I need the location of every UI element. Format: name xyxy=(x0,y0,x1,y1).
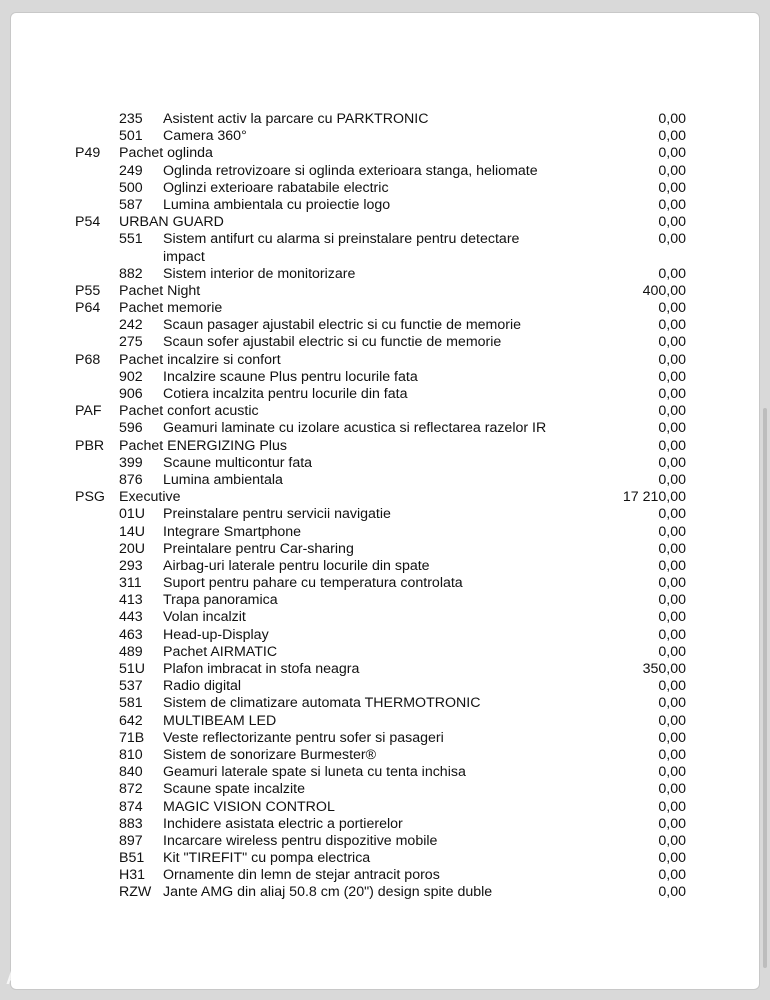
option-desc: Pachet memorie xyxy=(119,300,223,317)
option-row xyxy=(11,850,761,867)
option-row xyxy=(11,833,761,850)
option-price: 0,00 xyxy=(658,523,686,540)
option-row xyxy=(11,524,761,541)
option-code: 906 xyxy=(119,386,143,403)
option-desc: Sistem interior de monitorizare xyxy=(163,265,356,282)
option-row xyxy=(11,799,761,816)
option-price: 0,00 xyxy=(658,712,686,729)
option-desc: Volan incalzit xyxy=(163,609,246,626)
option-price: 0,00 xyxy=(658,437,686,454)
option-code: 902 xyxy=(119,368,143,385)
option-desc: Scaune spate incalzite xyxy=(163,781,305,798)
option-row xyxy=(11,558,761,575)
option-desc: Pachet AIRMATIC xyxy=(163,643,278,660)
option-row xyxy=(11,678,761,695)
option-code: 810 xyxy=(119,746,143,763)
equipment-list xyxy=(11,111,761,902)
option-code: 51U xyxy=(119,661,146,678)
option-price: 0,00 xyxy=(658,128,686,145)
option-code: 642 xyxy=(119,712,143,729)
option-code: 876 xyxy=(119,471,143,488)
option-price: 0,00 xyxy=(658,420,686,437)
package-row xyxy=(11,403,761,420)
option-desc: Oglinda retrovizoare si oglinda exterioara stanga, heliomate xyxy=(163,162,538,179)
option-code: PSG xyxy=(75,489,105,506)
option-desc: Airbag-uri laterale pentru locurile din spate xyxy=(163,557,430,574)
option-price: 0,00 xyxy=(658,471,686,488)
option-desc: Sistem de climatizare automata THERMOTRONIC xyxy=(163,695,481,712)
option-code: 501 xyxy=(119,128,143,145)
option-code: 249 xyxy=(119,162,143,179)
option-row xyxy=(11,884,761,901)
option-desc: Preinstalare pentru servicii navigatie xyxy=(163,506,391,523)
option-desc: Lumina ambientala xyxy=(163,471,283,488)
option-desc: Inchidere asistata electric a portierelor xyxy=(163,815,403,832)
option-price: 0,00 xyxy=(658,214,686,231)
option-row xyxy=(11,231,761,265)
option-price: 0,00 xyxy=(658,832,686,849)
option-row xyxy=(11,506,761,523)
option-code: 235 xyxy=(119,111,143,127)
option-desc: MULTIBEAM LED xyxy=(163,712,277,729)
option-row xyxy=(11,317,761,334)
option-desc: Scaune multicontur fata xyxy=(163,454,313,471)
option-desc: Trapa panoramica xyxy=(163,592,278,609)
option-price: 0,00 xyxy=(658,729,686,746)
option-code: RZW xyxy=(119,884,152,901)
option-code: 587 xyxy=(119,196,143,213)
option-code: 443 xyxy=(119,609,143,626)
option-price: 0,00 xyxy=(658,884,686,901)
option-row xyxy=(11,661,761,678)
option-price: 350,00 xyxy=(642,661,686,678)
option-price: 0,00 xyxy=(658,265,686,282)
option-code: 20U xyxy=(119,540,146,557)
option-row xyxy=(11,609,761,626)
option-price: 0,00 xyxy=(658,368,686,385)
option-price: 0,00 xyxy=(658,300,686,317)
option-desc: Sistem de sonorizare Burmester® xyxy=(163,746,377,763)
option-row xyxy=(11,592,761,609)
option-desc: Geamuri laterale spate si luneta cu tenta inchisa xyxy=(163,764,466,781)
option-price: 0,00 xyxy=(658,506,686,523)
option-price: 0,00 xyxy=(658,403,686,420)
package-row xyxy=(11,145,761,162)
package-row xyxy=(11,438,761,455)
option-desc: URBAN GUARD xyxy=(119,214,224,231)
option-code: 413 xyxy=(119,592,143,609)
option-row xyxy=(11,111,761,128)
option-desc: Scaun pasager ajustabil electric si cu functie de memorie xyxy=(163,317,522,334)
option-desc: Radio digital xyxy=(163,678,242,695)
option-code: PBR xyxy=(75,437,105,454)
option-price: 0,00 xyxy=(658,609,686,626)
option-price: 0,00 xyxy=(658,626,686,643)
option-price: 0,00 xyxy=(658,231,686,248)
option-price: 0,00 xyxy=(658,592,686,609)
option-desc: Geamuri laminate cu izolare acustica si reflectarea razelor IR xyxy=(163,420,547,437)
option-row xyxy=(11,163,761,180)
option-code: 596 xyxy=(119,420,143,437)
option-desc: Sistem antifurt cu alarma si preinstalare pentru detectare impact xyxy=(163,231,520,265)
option-price: 0,00 xyxy=(658,867,686,884)
option-desc: Pachet ENERGIZING Plus xyxy=(119,437,287,454)
option-code: 872 xyxy=(119,781,143,798)
option-code: P55 xyxy=(75,282,101,299)
option-row xyxy=(11,764,761,781)
option-price: 0,00 xyxy=(658,781,686,798)
option-row xyxy=(11,420,761,437)
option-price: 0,00 xyxy=(658,695,686,712)
option-price: 0,00 xyxy=(658,162,686,179)
option-desc: Jante AMG din aliaj 50.8 cm (20") design spite duble xyxy=(163,884,493,901)
option-price: 0,00 xyxy=(658,764,686,781)
option-row xyxy=(11,455,761,472)
option-row xyxy=(11,386,761,403)
option-price: 0,00 xyxy=(658,351,686,368)
option-code: 275 xyxy=(119,334,143,351)
option-code: 242 xyxy=(119,317,143,334)
option-code: 311 xyxy=(119,575,142,592)
option-row xyxy=(11,541,761,558)
option-row xyxy=(11,627,761,644)
option-code: PAF xyxy=(75,403,102,420)
option-price: 0,00 xyxy=(658,454,686,471)
option-desc: Pachet oglinda xyxy=(119,145,213,162)
option-code: P68 xyxy=(75,351,101,368)
option-desc: Ornamente din lemn de stejar antracit poros xyxy=(163,867,440,884)
option-row xyxy=(11,695,761,712)
option-code: 399 xyxy=(119,454,143,471)
option-desc: Oglinzi exterioare rabatabile electric xyxy=(163,179,389,196)
watermark: AUTOVIT.RO xyxy=(6,968,125,988)
package-row xyxy=(11,352,761,369)
option-price: 0,00 xyxy=(658,317,686,334)
option-price: 0,00 xyxy=(658,334,686,351)
option-row xyxy=(11,128,761,145)
option-desc: Veste reflectorizante pentru sofer si pasageri xyxy=(163,729,444,746)
option-code: 840 xyxy=(119,764,143,781)
package-row xyxy=(11,300,761,317)
option-code: 882 xyxy=(119,265,143,282)
option-desc: Executive xyxy=(119,489,181,506)
option-row xyxy=(11,644,761,661)
option-row xyxy=(11,747,761,764)
option-code: 581 xyxy=(119,695,143,712)
option-row xyxy=(11,266,761,283)
option-code: 293 xyxy=(119,557,143,574)
option-price: 0,00 xyxy=(658,746,686,763)
option-price: 0,00 xyxy=(658,798,686,815)
option-price: 0,00 xyxy=(658,850,686,867)
option-code: 551 xyxy=(119,231,143,248)
option-code: P54 xyxy=(75,214,101,231)
option-price: 0,00 xyxy=(658,179,686,196)
option-code: 537 xyxy=(119,678,143,695)
option-row xyxy=(11,816,761,833)
option-desc: Preintalare pentru Car-sharing xyxy=(163,540,354,557)
option-desc: MAGIC VISION CONTROL xyxy=(163,798,335,815)
option-price: 0,00 xyxy=(658,815,686,832)
option-code: 489 xyxy=(119,643,143,660)
package-row xyxy=(11,283,761,300)
package-row xyxy=(11,489,761,506)
option-row xyxy=(11,575,761,592)
option-code: P49 xyxy=(75,145,101,162)
option-code: 14U xyxy=(119,523,146,540)
option-row xyxy=(11,334,761,351)
option-row xyxy=(11,369,761,386)
option-desc: Scaun sofer ajustabil electric si cu functie de memorie xyxy=(163,334,502,351)
option-price: 0,00 xyxy=(658,575,686,592)
option-code: 874 xyxy=(119,798,143,815)
option-row xyxy=(11,730,761,747)
option-price: 0,00 xyxy=(658,111,686,127)
option-price: 0,00 xyxy=(658,678,686,695)
option-code: 463 xyxy=(119,626,143,643)
option-row xyxy=(11,781,761,798)
option-price: 0,00 xyxy=(658,557,686,574)
option-desc: Incarcare wireless pentru dispozitive mobile xyxy=(163,832,438,849)
option-row xyxy=(11,867,761,884)
option-code: B51 xyxy=(119,850,145,867)
scrollbar[interactable] xyxy=(763,408,767,968)
option-desc: Suport pentru pahare cu temperatura controlata xyxy=(163,575,463,592)
option-code: 01U xyxy=(119,506,146,523)
option-code: 897 xyxy=(119,832,143,849)
option-price: 0,00 xyxy=(658,145,686,162)
option-price: 17 210,00 xyxy=(622,489,686,506)
option-price: 0,00 xyxy=(658,386,686,403)
option-price: 0,00 xyxy=(658,643,686,660)
option-desc: Asistent activ la parcare cu PARKTRONIC xyxy=(163,111,429,127)
option-row xyxy=(11,713,761,730)
option-desc: Integrare Smartphone xyxy=(163,523,302,540)
option-price: 0,00 xyxy=(658,540,686,557)
option-desc: Incalzire scaune Plus pentru locurile fata xyxy=(163,368,418,385)
option-code: P64 xyxy=(75,300,101,317)
document-page xyxy=(10,12,760,990)
option-desc: Camera 360° xyxy=(163,128,247,145)
option-desc: Pachet Night xyxy=(119,282,201,299)
option-desc: Lumina ambientala cu proiectie logo xyxy=(163,196,391,213)
option-code: 883 xyxy=(119,815,143,832)
option-code: 71B xyxy=(119,729,145,746)
option-desc: Pachet confort acustic xyxy=(119,403,259,420)
package-row xyxy=(11,214,761,231)
option-desc: Cotiera incalzita pentru locurile din fata xyxy=(163,386,408,403)
option-row xyxy=(11,472,761,489)
option-desc: Pachet incalzire si confort xyxy=(119,351,281,368)
option-row xyxy=(11,180,761,197)
option-code: 500 xyxy=(119,179,143,196)
option-price: 400,00 xyxy=(642,282,686,299)
option-code: H31 xyxy=(119,867,146,884)
option-row xyxy=(11,197,761,214)
option-desc: Kit "TIREFIT" cu pompa electrica xyxy=(163,850,371,867)
option-desc: Head-up-Display xyxy=(163,626,269,643)
option-desc: Plafon imbracat in stofa neagra xyxy=(163,661,360,678)
option-price: 0,00 xyxy=(658,196,686,213)
